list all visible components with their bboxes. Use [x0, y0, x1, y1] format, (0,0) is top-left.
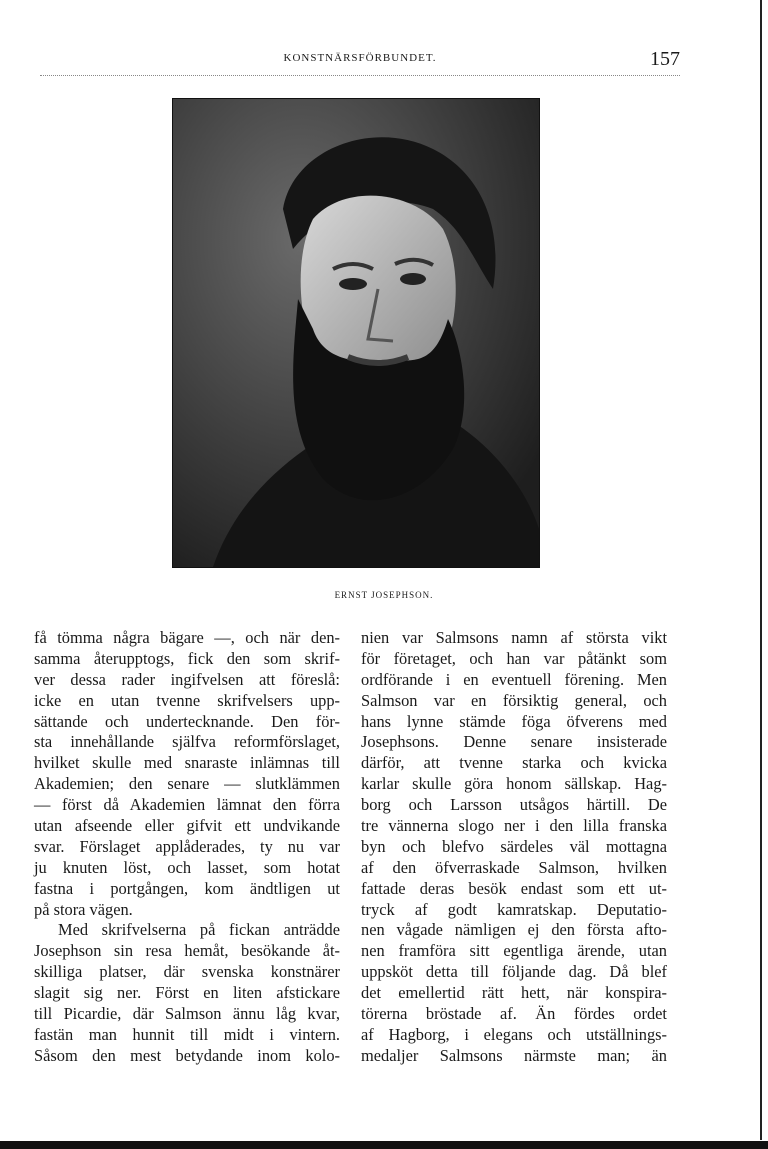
text-line: nen framföra sitt egentliga ärende, utan: [361, 941, 667, 961]
text-line: af Hagborg, i elegans och utställnings-: [361, 1024, 667, 1044]
text-line: ver dessa rader ingifvelsen att föreslå:: [34, 669, 340, 689]
page-edge-bottom: [0, 1141, 768, 1149]
text-line: till Picardie, där Salmson ännu låg kvar,: [34, 1004, 340, 1024]
text-line: ordförande i en eventuell förening. Men: [361, 669, 667, 689]
text-line: svar. Förslaget applåderades, ty nu var: [34, 836, 340, 856]
text-line: fattade deras besök endast som ett ut-: [361, 878, 667, 898]
text-line: Salmson var en försiktig general, och: [361, 690, 667, 710]
text-line: uppsköt detta till följande dag. Då blef: [361, 962, 667, 982]
text-line: — först då Akademien lämnat den förra: [34, 795, 340, 815]
text-line: slagit sig ner. Först en liten afstickare: [34, 983, 340, 1003]
page-edge-right: [760, 0, 762, 1140]
right-column: [361, 628, 667, 1067]
text-line: Josephsons. Denne senare insisterade: [361, 732, 667, 752]
text-line: törerna bröstade af. Än fördes ordet: [361, 1004, 667, 1024]
text-line: få tömma några bägare —, och när den-: [34, 628, 340, 647]
text-line: fastna i portgången, kom ändtligen ut: [34, 878, 340, 898]
text-line: borg och Larsson utsågos härtill. De: [361, 795, 667, 815]
text-line: medaljer Salmsons närmste man; än: [361, 1045, 667, 1065]
text-line: karlar skulle göra honom sällskap. Hag-: [361, 774, 667, 794]
text-line: byn och blefvo särdeles väl mottagna: [361, 836, 667, 856]
page-header: [40, 48, 680, 78]
text-line: hans lynne stämde föga öfverens med: [361, 711, 667, 731]
text-line: sättande och undertecknande. Den för-: [34, 711, 340, 731]
text-line: Akademien; den senare — slutklämmen: [34, 774, 340, 794]
page-number: 157: [650, 48, 680, 70]
portrait-photo: [172, 98, 540, 568]
text-line: tryck af godt kamratskap. Deputatio-: [361, 899, 667, 919]
text-line: icke en utan tvenne skrifvelsers upp-: [34, 690, 340, 710]
left-column: [34, 628, 340, 1067]
text-line: tre vännerna slogo ner i den lilla franska: [361, 816, 667, 836]
text-line: nen vågade nämligen ej den första afto-: [361, 920, 667, 940]
text-line: skilliga platser, där svenska konstnärer: [34, 962, 340, 982]
figure-caption: ERNST JOSEPHSON.: [334, 590, 434, 600]
running-title: KONSTNÄRSFÖRBUNDET.: [283, 52, 437, 64]
text-line: det emellertid rätt hett, när konspira-: [361, 983, 667, 1003]
text-line: utan afseende eller gifvit ett undvikande: [34, 816, 340, 836]
text-line: ju knuten löst, och lasset, som hotat: [34, 857, 340, 877]
header-rule: [40, 75, 680, 76]
text-line: fastän man hunnit till midt i vintern.: [34, 1024, 340, 1044]
text-line: nien var Salmsons namn af största vikt: [361, 628, 667, 647]
text-line: därför, att tvenne starka och kvicka: [361, 753, 667, 773]
text-line: Josephson sin resa hemåt, besökande åt-: [34, 941, 340, 961]
portrait-illustration: [173, 99, 539, 567]
text-line: hvilket skulle med snaraste inlämnas till: [34, 753, 340, 773]
text-line: sta innehållande själfva reformförslaget,: [34, 732, 340, 752]
text-line: för företaget, och han var påtänkt som: [361, 648, 667, 668]
text-line: Såsom den mest betydande inom kolo-: [34, 1045, 340, 1065]
text-line: Med skrifvelserna på fickan anträdde: [58, 920, 340, 940]
text-line: på stora vägen.: [34, 899, 133, 919]
text-line: samma återupptogs, fick den som skrif-: [34, 648, 340, 668]
text-line: af den öfverraskade Salmson, hvilken: [361, 857, 667, 877]
